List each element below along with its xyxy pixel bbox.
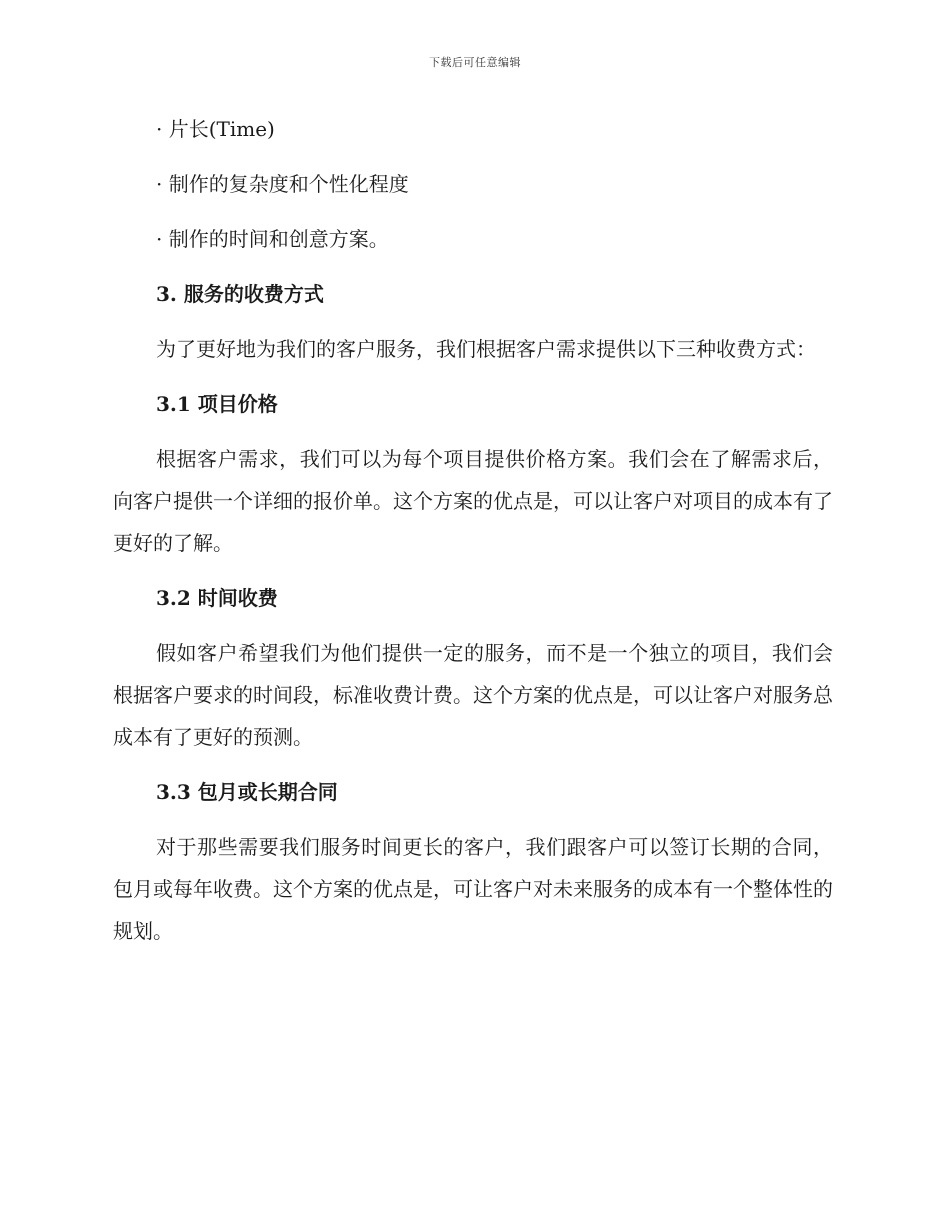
section-heading-fee-methods: 3. 服务的收费方式 bbox=[156, 282, 324, 306]
paragraph-project-price: 根据客户需求，我们可以为每个项目提供价格方案。我们会在了解需求后，向客户提供一个详细的报价单。这个方案的优点是，可以让客户对项目的成本有了更好的了解。 bbox=[113, 447, 833, 555]
section-intro-paragraph: 为了更好地为我们的客户服务，我们根据客户需求提供以下三种收费方式： bbox=[156, 337, 816, 361]
bullet-item-time-creative: · 制作的时间和创意方案。 bbox=[156, 227, 389, 251]
document-body bbox=[113, 108, 833, 965]
subsection-heading-project-price: 3.1 项目价格 bbox=[156, 392, 278, 416]
paragraph-monthly-contract: 对于那些需要我们服务时间更长的客户，我们跟客户可以签订长期的合同，包月或每年收费。这个方案的优点是，可让客户对未来服务的成本有一个整体性的规划。 bbox=[113, 835, 833, 943]
page-header-note: 下载后可任意编辑 bbox=[429, 56, 521, 69]
subsection-heading-monthly-contract: 3.3 包月或长期合同 bbox=[156, 780, 338, 804]
bullet-item-duration: · 片长(Time) bbox=[156, 117, 275, 141]
paragraph-time-fee: 假如客户希望我们为他们提供一定的服务，而不是一个独立的项目，我们会根据客户要求的时间段，标准收费计费。这个方案的优点是，可以让客户对服务总成本有了更好的预测。 bbox=[113, 641, 833, 749]
subsection-heading-time-fee: 3.2 时间收费 bbox=[156, 586, 278, 610]
bullet-item-complexity: · 制作的复杂度和个性化程度 bbox=[156, 172, 409, 196]
